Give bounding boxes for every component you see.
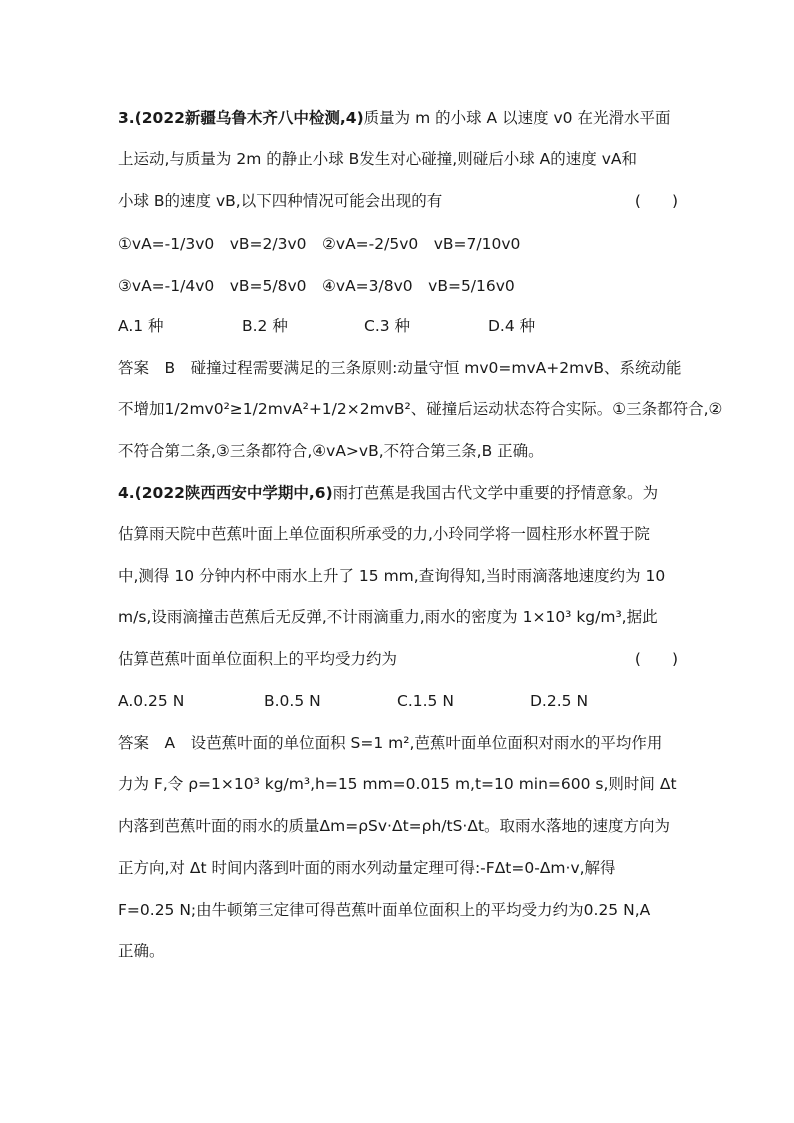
q4-answer-line2: 力为 F,令 ρ=1×10³ kg/m³,h=15 mm=0.015 m,t=10 min=600 s,则时间 Δt: [118, 775, 677, 793]
q4-option-c: C.1.5 N: [397, 692, 454, 710]
q4-line4: m/s,设雨滴撞击芭蕉后无反弹,不计雨滴重力,雨水的密度为 1×10³ kg/m³,据此: [118, 608, 658, 626]
q3-header: 3.(2022新疆乌鲁木齐八中检测,4): [118, 109, 364, 127]
q3-option-b: B.2 种: [242, 317, 288, 335]
q4-line1: [118, 481, 678, 505]
q4-line5-text: 估算芭蕉叶面单位面积上的平均受力约为: [118, 650, 398, 668]
q4-header: 4.(2022陕西西安中学期中,6): [118, 484, 333, 502]
q3-option-c: C.3 种: [364, 317, 411, 335]
q4-answer-line6: 正确。: [118, 942, 165, 960]
q3-answer-line2: 不增加1/2mv0²≥1/2mvA²+1/2×2mvB²、碰撞后运动状态符合实际。①三条都符合,②: [118, 400, 723, 418]
q3-option-a: A.1 种: [118, 317, 164, 335]
q3-option-d: D.4 种: [488, 317, 536, 335]
q3-answer-paren: ( ): [634, 192, 678, 210]
q4-line2: 估算雨天院中芭蕉叶面上单位面积所承受的力,小玲同学将一圆柱形水杯置于院: [118, 525, 650, 543]
q4-option-a: A.0.25 N: [118, 692, 185, 710]
q3-line3: [118, 189, 678, 213]
q4-option-b: B.0.5 N: [264, 692, 321, 710]
q4-line3: 中,测得 10 分钟内杯中雨水上升了 15 mm,查询得知,当时雨滴落地速度约为 10: [118, 567, 666, 585]
q3-line1-rest: 质量为 m 的小球 A 以速度 v0 在光滑水平面: [363, 109, 671, 127]
q3-answer-line3: 不符合第二条,③三条都符合,④vA>vB,不符合第三条,B 正确。: [118, 442, 544, 460]
q4-answer-line5: F=0.25 N;由牛顿第三定律可得芭蕉叶面单位面积上的平均受力约为0.25 N,A: [118, 901, 651, 919]
q4-answer-paren: ( ): [634, 650, 678, 668]
q3-answer-line1: 答案 B 碰撞过程需要满足的三条原则:动量守恒 mv0=mvA+2mvB、系统动能: [118, 359, 682, 377]
q4-answer-line4: 正方向,对 Δt 时间内落到叶面的雨水列动量定理可得:-FΔt=0-Δm·v,解得: [118, 859, 616, 877]
q3-cases-row2: ③vA=-1/4v0 vB=5/8v0 ④vA=3/8v0 vB=5/16v0: [118, 277, 515, 295]
q4-line1-rest: 雨打芭蕉是我国古代文学中重要的抒情意象。为: [332, 484, 659, 502]
q4-answer-line1: 答案 A 设芭蕉叶面的单位面积 S=1 m²,芭蕉叶面单位面积对雨水的平均作用: [118, 734, 663, 752]
q4-line5: [118, 647, 678, 671]
q4-option-d: D.2.5 N: [530, 692, 589, 710]
q4-answer-line3: 内落到芭蕉叶面的雨水的质量Δm=ρSv·Δt=ρh/tS·Δt。取雨水落地的速度方向为: [118, 817, 671, 835]
q3-line2: 上运动,与质量为 2m 的静止小球 B发生对心碰撞,则碰后小球 A的速度 vA和: [118, 150, 637, 168]
q3-line3-text: 小球 B的速度 vB,以下四种情况可能会出现的有: [118, 192, 443, 210]
q3-line1: [118, 106, 678, 130]
q3-cases-row1: ①vA=-1/3v0 vB=2/3v0 ②vA=-2/5v0 vB=7/10v0: [118, 235, 521, 253]
